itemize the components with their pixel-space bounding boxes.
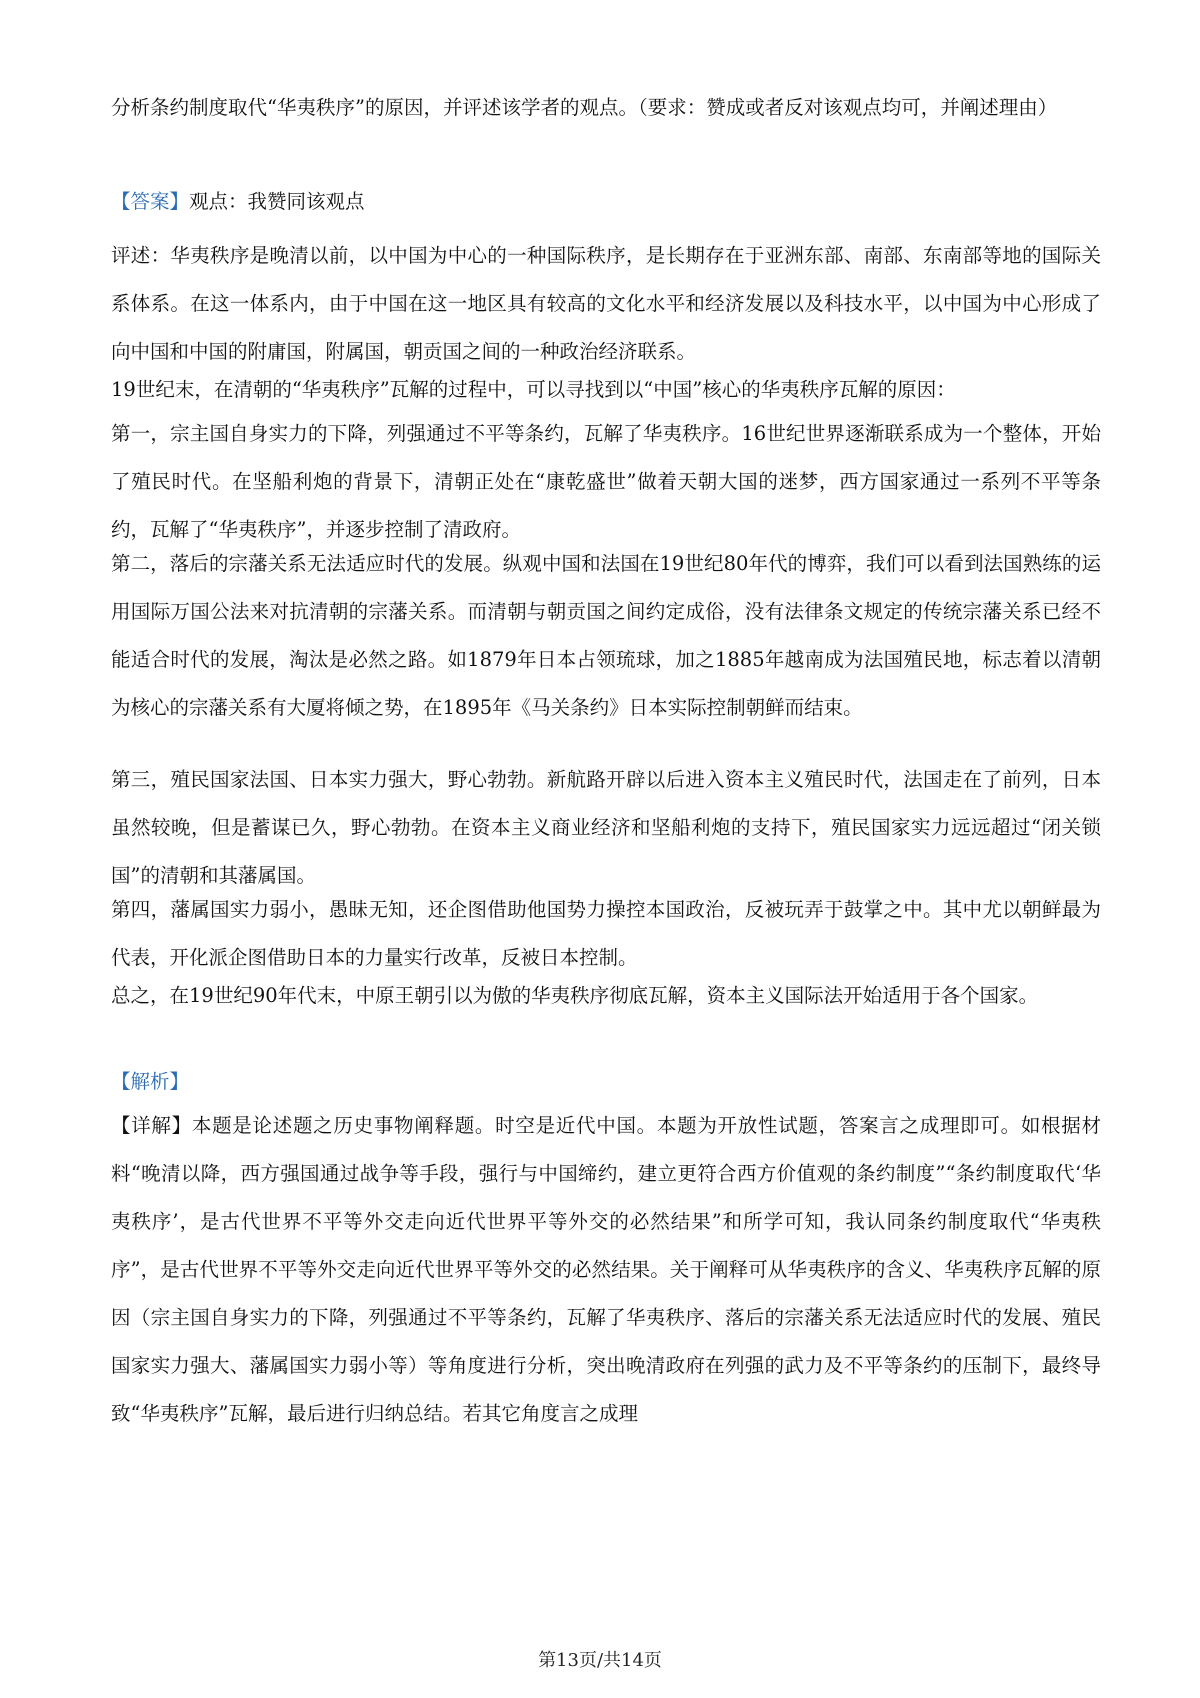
detail-tag: 【详解】 [111, 1114, 192, 1137]
answer-paragraph-1: 评述：华夷秩序是晚清以前，以中国为中心的一种国际秩序，是长期存在于亚洲东部、南部、东南部等地的国际关系体系。在这一体系内，由于中国在这一地区具有较高的文化水平和经济发展以及科技水平，以中国为中心形成了向中国和中国的附庸国，附属国，朝贡国之间的一种政治经济联系。 [111, 244, 1101, 363]
page-footer: 第13页/共14页 [538, 1650, 662, 1671]
answer-paragraph-6: 第四，藩属国实力弱小，愚昧无知，还企图借助他国势力操控本国政治，反被玩弄于鼓掌之中。其中尤以朝鲜最为代表，开化派企图借助日本的力量实行改革，反被日本控制。 [111, 898, 1101, 969]
answer-header [111, 178, 1101, 226]
answer-paragraph-4: 第二，落后的宗藩关系无法适应时代的发展。纵观中国和法国在19世纪80年代的博弈，我们可以看到法国熟练的运用国际万国公法来对抗清朝的宗藩关系。而清朝与朝贡国之间约定成俗，没有法律条文规定的传统宗藩关系已经不能适合时代的发展，淘汰是必然之路。如1879年日本占领琉球，加之1885年越南成为法国殖民地，标志着以清朝为核心的宗藩关系有大厦将倾之势，在1895年《马关条约》日本实际控制朝鲜而结束。 [111, 552, 1101, 719]
analysis-tag: 【解析】 [111, 1070, 190, 1093]
analysis-header [111, 1058, 1101, 1106]
answer-paragraph-2: 19世纪末，在清朝的“华夷秩序”瓦解的过程中，可以寻找到以“中国”核心的华夷秩序瓦解的原因： [111, 378, 956, 401]
answer-paragraph-7: 总之，在19世纪90年代末，中原王朝引以为傲的华夷秩序彻底瓦解，资本主义国际法开始适用于各个国家。 [111, 984, 1039, 1007]
analysis-detail [111, 1102, 1101, 1438]
question-tail: 分析条约制度取代“华夷秩序”的原因，并评述该学者的观点。（要求：赞成或者反对该观点均可，并阐述理由） [111, 96, 1058, 119]
detail-text: 本题是论述题之历史事物阐释题。时空是近代中国。本题为开放性试题，答案言之成理即可。如根据材料“晚清以降，西方强国通过战争等手段，强行与中国缔约，建立更符合西方价值观的条约制度”“条约制度取代‘华夷秩序’，是古代世界不平等外交走向近代世界平等外交的必然结果”和所学可知，我认同条约制度取代“华夷秩序”，是古代世界不平等外交走向近代世界平等外交的必然结果。关于阐释可从华夷秩序的含义、华夷秩序瓦解的原因（宗主国自身实力的下降，列强通过不平等条约，瓦解了华夷秩序、落后的宗藩关系无法适应时代的发展、殖民国家实力强大、藩属国实力弱小等）等角度进行分析，突出晚清政府在列强的武力及不平等条约的压制下，最终导致“华夷秩序”瓦解，最后进行归纳总结。若其它角度言之成理 [111, 1114, 1101, 1425]
answer-paragraph-5: 第三，殖民国家法国、日本实力强大，野心勃勃。新航路开辟以后进入资本主义殖民时代，法国走在了前列，日本虽然较晚，但是蓄谋已久，野心勃勃。在资本主义商业经济和坚船利炮的支持下，殖民国家实力远远超过“闭关锁国”的清朝和其藩属国。 [111, 768, 1101, 887]
answer-tag: 【答案】 [111, 190, 190, 213]
answer-viewpoint: 观点：我赞同该观点 [189, 190, 365, 213]
answer-paragraph-3: 第一，宗主国自身实力的下降，列强通过不平等条约，瓦解了华夷秩序。16世纪世界逐渐联系成为一个整体，开始了殖民时代。在坚船利炮的背景下，清朝正处在“康乾盛世”做着天朝大国的迷梦，西方国家通过一系列不平等条约，瓦解了“华夷秩序”，并逐步控制了清政府。 [111, 422, 1101, 541]
